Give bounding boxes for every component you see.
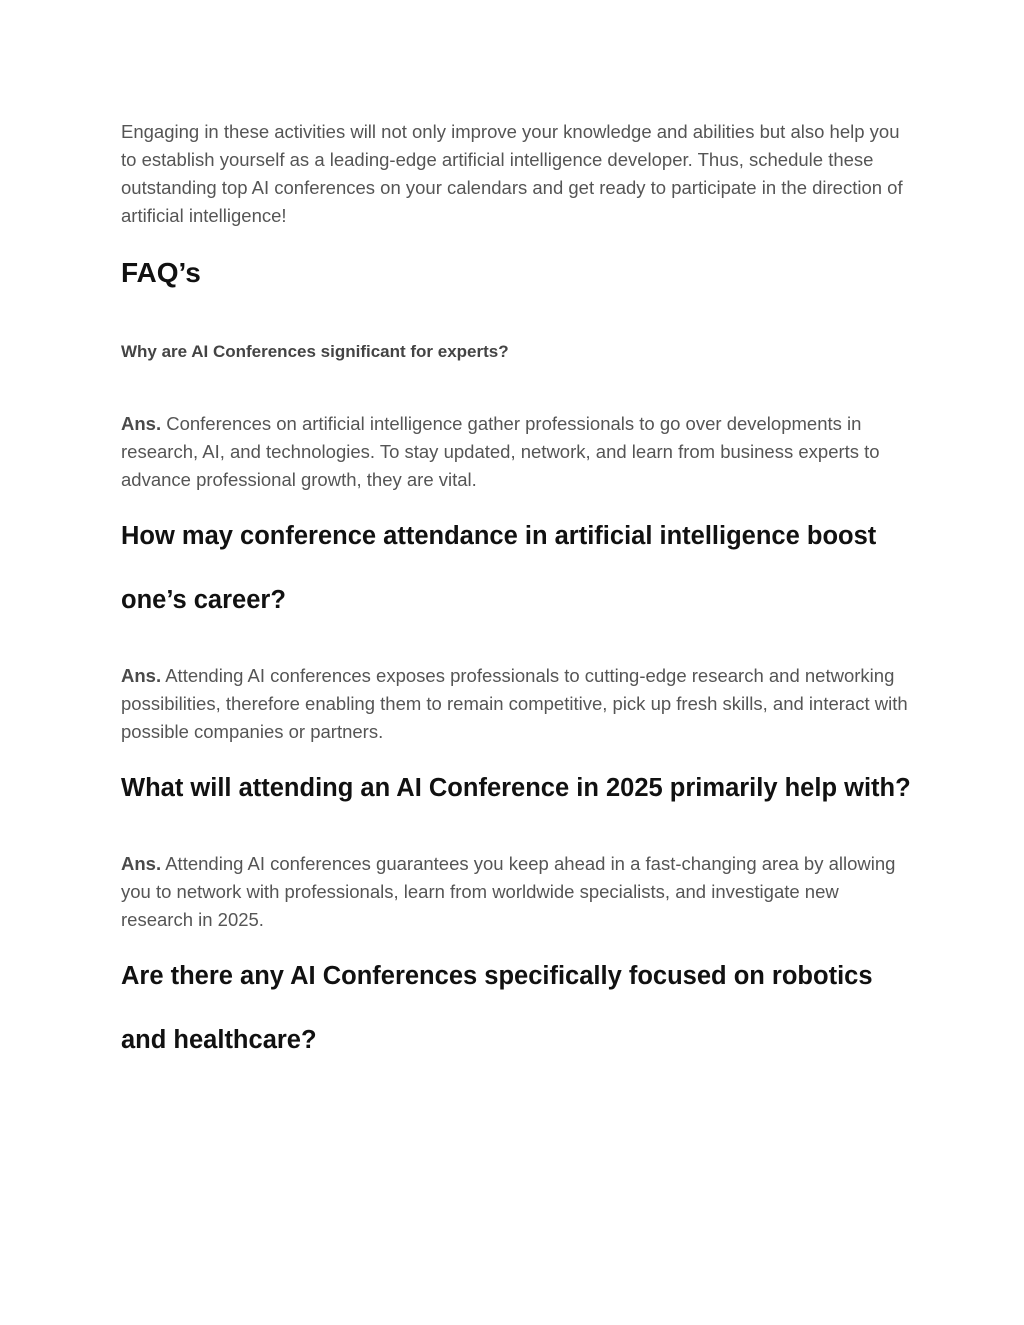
faq-answer-3-text: Attending AI conferences guarantees you keep ahead in a fast-changing area by allowing you to network with professionals, learn from worldwide specialists, and investigate new research in 2025.	[121, 853, 896, 930]
faq-answer-2-text: Attending AI conferences exposes professionals to cutting-edge research and networking possibilities, therefore enabling them to remain competitive, pick up fresh skills, and interact with possible companies or partners.	[121, 665, 908, 742]
document-page	[121, 118, 911, 1072]
faq-answer-3	[121, 850, 911, 934]
faq-heading: FAQ’s	[121, 257, 201, 288]
faq-question-4: Are there any AI Conferences specifically focused on robotics and healthcare?	[121, 962, 873, 1054]
faq-question-1: Why are AI Conferences significant for experts?	[121, 342, 509, 361]
intro-paragraph: Engaging in these activities will not only improve your knowledge and abilities but also help you to establish yourself as a leading-edge artificial intelligence developer. Thus, schedule these outstanding top AI conferences on your calendars and get ready to participate in the direction of artificial intelligence!	[121, 121, 903, 226]
faq-answer-1	[121, 410, 911, 494]
faq-question-2: How may conference attendance in artificial intelligence boost one’s career?	[121, 522, 877, 614]
answer-label: Ans.	[121, 665, 162, 686]
answer-label: Ans.	[121, 413, 162, 434]
faq-answer-1-text: Conferences on artificial intelligence gather professionals to go over developments in research, AI, and technologies. To stay updated, network, and learn from business experts to advance professional growth, they are vital.	[121, 413, 880, 490]
faq-question-3: What will attending an AI Conference in 2025 primarily help with?	[121, 774, 911, 802]
answer-label: Ans.	[121, 853, 162, 874]
faq-answer-2	[121, 662, 911, 746]
